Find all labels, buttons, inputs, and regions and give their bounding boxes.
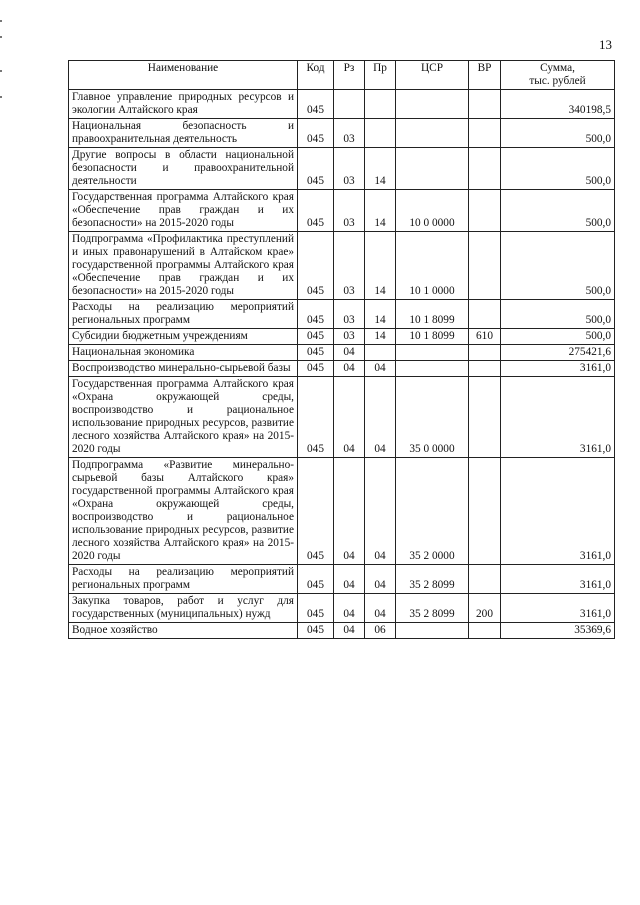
cell-vr [469, 300, 501, 329]
cell-kod: 045 [298, 190, 334, 232]
cell-vr [469, 361, 501, 377]
cell-rz: 04 [334, 623, 365, 639]
table-row [69, 623, 615, 639]
cell-csr [396, 119, 469, 148]
cell-kod: 045 [298, 361, 334, 377]
table-row [69, 361, 615, 377]
cell-sum: 500,0 [501, 190, 615, 232]
cell-pr: 14 [365, 190, 396, 232]
cell-rz: 03 [334, 190, 365, 232]
cell-rz: 03 [334, 119, 365, 148]
cell-vr [469, 623, 501, 639]
cell-rz: 04 [334, 458, 365, 565]
cell-kod: 045 [298, 458, 334, 565]
table-row [69, 148, 615, 190]
cell-sum: 3161,0 [501, 565, 615, 594]
cell-sum: 500,0 [501, 329, 615, 345]
table-row [69, 329, 615, 345]
header-csr: ЦСР [396, 61, 469, 90]
cell-pr: 14 [365, 148, 396, 190]
cell-rz: 03 [334, 148, 365, 190]
cell-name: Расходы на реализацию мероприятий региональных программ [69, 565, 298, 594]
cell-pr: 06 [365, 623, 396, 639]
header-kod: Код [298, 61, 334, 90]
cell-sum: 500,0 [501, 148, 615, 190]
cell-csr: 10 1 8099 [396, 329, 469, 345]
table-row [69, 594, 615, 623]
cell-csr [396, 623, 469, 639]
cell-sum: 500,0 [501, 232, 615, 300]
cell-csr [396, 345, 469, 361]
cell-name: Подпрограмма «Профилактика преступлений и иных правонарушений в Алтайском крае» государственной программы Алтайского края «Обеспечение прав граждан и их безопасности» на 2015-2020 годы [69, 232, 298, 300]
cell-name: Расходы на реализацию мероприятий региональных программ [69, 300, 298, 329]
cell-pr: 04 [365, 458, 396, 565]
header-vr: ВР [469, 61, 501, 90]
cell-name: Субсидии бюджетным учреждениям [69, 329, 298, 345]
cell-kod: 045 [298, 345, 334, 361]
cell-vr [469, 232, 501, 300]
cell-rz: 04 [334, 594, 365, 623]
cell-pr: 04 [365, 377, 396, 458]
cell-sum: 500,0 [501, 300, 615, 329]
cell-kod: 045 [298, 148, 334, 190]
cell-rz: 04 [334, 345, 365, 361]
scan-edge-marks [0, 0, 4, 140]
cell-pr: 14 [365, 300, 396, 329]
cell-kod: 045 [298, 329, 334, 345]
cell-kod: 045 [298, 300, 334, 329]
cell-vr [469, 90, 501, 119]
cell-name: Подпрограмма «Развитие минерально-сырьевой базы Алтайского края» государственной программы Алтайского края «Охрана окружающей среды, воспроизводство и рациональное использование природных ресурсов, развитие лесного хозяйства Алтайского края» на 2015-2020 годы [69, 458, 298, 565]
cell-rz: 03 [334, 300, 365, 329]
cell-sum: 3161,0 [501, 458, 615, 565]
table-body [69, 90, 615, 639]
table-row [69, 345, 615, 361]
cell-vr [469, 119, 501, 148]
header-rz: Рз [334, 61, 365, 90]
cell-csr: 35 2 8099 [396, 594, 469, 623]
cell-kod: 045 [298, 565, 334, 594]
header-sum: Сумма, тыс. рублей [501, 61, 615, 90]
cell-pr [365, 119, 396, 148]
cell-rz: 04 [334, 377, 365, 458]
cell-pr [365, 345, 396, 361]
cell-name: Национальная экономика [69, 345, 298, 361]
cell-vr [469, 345, 501, 361]
cell-kod: 045 [298, 90, 334, 119]
cell-sum: 275421,6 [501, 345, 615, 361]
cell-csr [396, 90, 469, 119]
cell-kod: 045 [298, 119, 334, 148]
cell-csr [396, 361, 469, 377]
cell-pr: 04 [365, 361, 396, 377]
cell-csr: 10 1 8099 [396, 300, 469, 329]
cell-vr: 610 [469, 329, 501, 345]
cell-sum: 340198,5 [501, 90, 615, 119]
cell-vr [469, 377, 501, 458]
cell-kod: 045 [298, 623, 334, 639]
cell-csr: 10 0 0000 [396, 190, 469, 232]
table-row [69, 232, 615, 300]
table-row [69, 300, 615, 329]
cell-pr: 04 [365, 565, 396, 594]
cell-csr: 35 2 8099 [396, 565, 469, 594]
cell-vr: 200 [469, 594, 501, 623]
cell-csr: 35 2 0000 [396, 458, 469, 565]
cell-vr [469, 458, 501, 565]
cell-name: Другие вопросы в области национальной безопасности и правоохранительной деятельности [69, 148, 298, 190]
cell-kod: 045 [298, 232, 334, 300]
cell-sum: 35369,6 [501, 623, 615, 639]
cell-pr: 14 [365, 232, 396, 300]
cell-vr [469, 190, 501, 232]
cell-csr: 35 0 0000 [396, 377, 469, 458]
cell-sum: 3161,0 [501, 377, 615, 458]
cell-sum: 500,0 [501, 119, 615, 148]
page-number: 13 [599, 37, 612, 52]
table-header-row [69, 61, 615, 90]
cell-pr: 04 [365, 594, 396, 623]
cell-pr: 14 [365, 329, 396, 345]
cell-name: Воспроизводство минерально-сырьевой базы [69, 361, 298, 377]
cell-name: Главное управление природных ресурсов и экологии Алтайского края [69, 90, 298, 119]
cell-kod: 045 [298, 377, 334, 458]
cell-csr: 10 1 0000 [396, 232, 469, 300]
header-name: Наименование [69, 61, 298, 90]
table-row [69, 90, 615, 119]
header-pr: Пр [365, 61, 396, 90]
cell-rz: 04 [334, 361, 365, 377]
cell-sum: 3161,0 [501, 361, 615, 377]
table-row [69, 119, 615, 148]
cell-vr [469, 148, 501, 190]
cell-kod: 045 [298, 594, 334, 623]
cell-pr [365, 90, 396, 119]
cell-name: Национальная безопасность и правоохранительная деятельность [69, 119, 298, 148]
table-row [69, 458, 615, 565]
budget-table [68, 60, 615, 639]
table-row [69, 190, 615, 232]
cell-vr [469, 565, 501, 594]
cell-csr [396, 148, 469, 190]
cell-name: Закупка товаров, работ и услуг для государственных (муниципальных) нужд [69, 594, 298, 623]
cell-rz: 03 [334, 329, 365, 345]
cell-name: Водное хозяйство [69, 623, 298, 639]
cell-name: Государственная программа Алтайского края «Охрана окружающей среды, воспроизводство и рациональное использование природных ресурсов, развитие лесного хозяйства Алтайского края» на 2015-2020 годы [69, 377, 298, 458]
cell-rz [334, 90, 365, 119]
cell-name: Государственная программа Алтайского края «Обеспечение прав граждан и их безопасности» на 2015-2020 годы [69, 190, 298, 232]
cell-rz: 03 [334, 232, 365, 300]
table-row [69, 377, 615, 458]
table-row [69, 565, 615, 594]
cell-rz: 04 [334, 565, 365, 594]
cell-sum: 3161,0 [501, 594, 615, 623]
